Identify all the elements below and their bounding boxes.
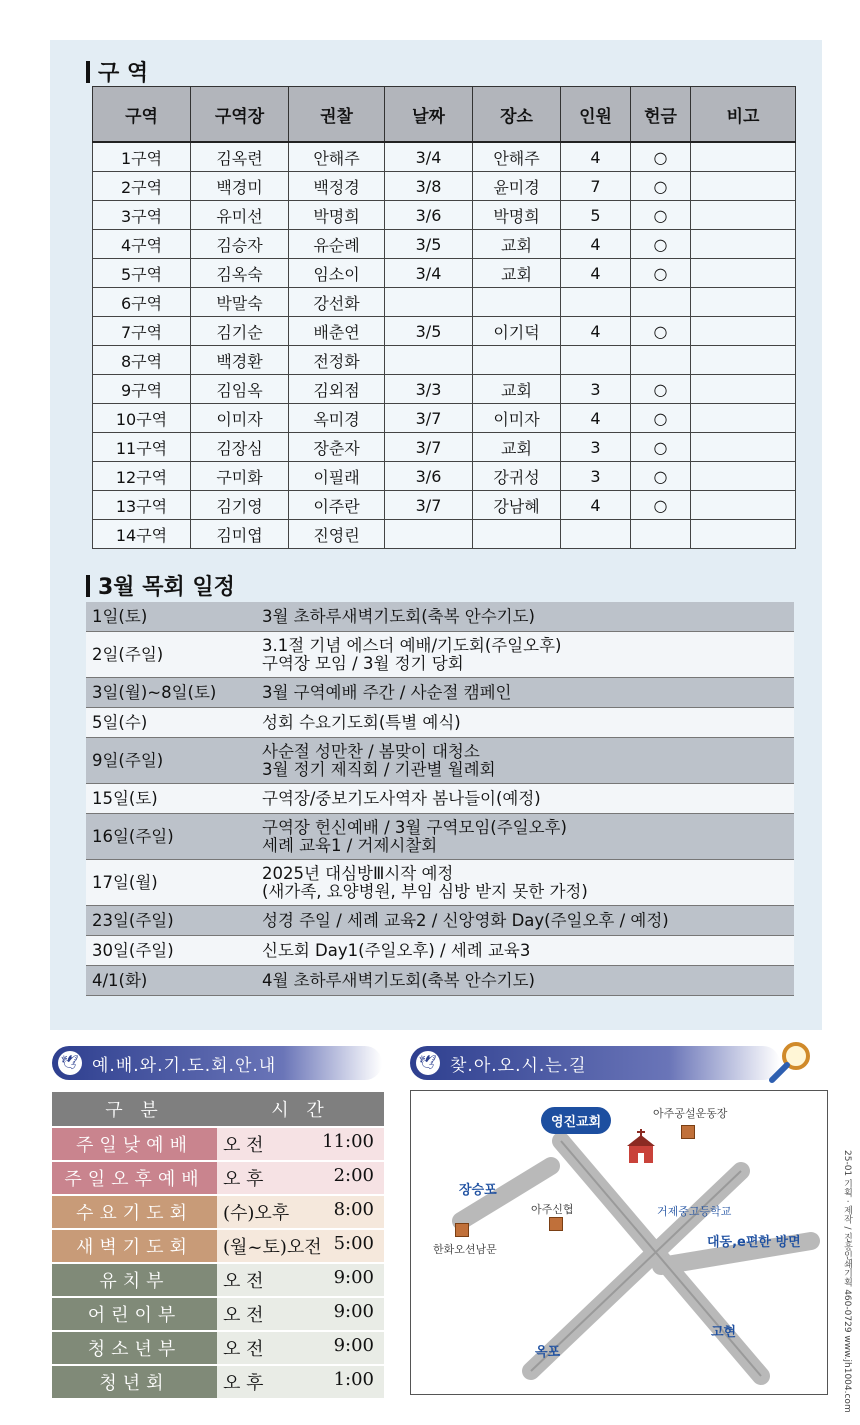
okpo-label: 옥포: [535, 1345, 561, 1360]
district-cell: ○: [631, 491, 691, 520]
aju-shinhyup-label: 아주신협: [531, 1203, 574, 1216]
schedule-events: [262, 912, 794, 930]
district-cell: [385, 520, 473, 549]
gohyun-label: 고현: [711, 1325, 737, 1340]
schedule-events: [262, 714, 794, 732]
worship-header-cell: 시 간: [217, 1092, 384, 1126]
district-cell: 4: [561, 491, 631, 520]
district-cell: 강선화: [289, 288, 385, 317]
worship-row: [52, 1264, 384, 1296]
church-icon: [623, 1129, 659, 1167]
district-cell: 김승자: [191, 230, 289, 259]
district-cell: 4구역: [93, 230, 191, 259]
map-banner-text: 찾.아.오.시.는.길: [450, 1055, 587, 1076]
schedule-item: [86, 708, 794, 738]
worship-time-value: 1:00: [333, 1369, 374, 1390]
district-cell: ○: [631, 317, 691, 346]
schedule-date: 15일(토): [92, 788, 158, 808]
district-cell: 배춘연: [289, 317, 385, 346]
worship-name: 청소년부: [52, 1332, 217, 1364]
district-cell: 이필래: [289, 462, 385, 491]
worship-time-period: 오 후: [223, 1373, 264, 1394]
schedule-title-text: 3월 목회 일정: [98, 575, 235, 600]
dove-icon: 🕊: [416, 1051, 440, 1075]
district-cell: 김옥숙: [191, 259, 289, 288]
schedule-event-line: 4월 초하루새벽기도회(축복 안수기도): [262, 970, 535, 990]
district-cell: 11구역: [93, 433, 191, 462]
worship-table: [52, 1090, 384, 1400]
district-cell: 3/6: [385, 201, 473, 230]
district-cell: 백경미: [191, 172, 289, 201]
worship-row: [52, 1196, 384, 1228]
district-cell: [561, 346, 631, 375]
district-cell: 3/3: [385, 375, 473, 404]
district-cell: 3: [561, 375, 631, 404]
district-cell: 장춘자: [289, 433, 385, 462]
district-title-text: 구 역: [98, 61, 149, 86]
worship-header-row: [52, 1092, 384, 1126]
worship-time-value: 2:00: [333, 1165, 374, 1186]
worship-time-cell: [217, 1230, 384, 1262]
schedule-events: [262, 942, 794, 960]
worship-banner-text: 예.배.와.기.도.회.안.내: [92, 1055, 277, 1076]
worship-time-cell: [217, 1162, 384, 1194]
district-cell: 7: [561, 172, 631, 201]
worship-name: 주일낮예배: [52, 1128, 217, 1160]
district-row: [93, 201, 796, 230]
worship-row: [52, 1128, 384, 1160]
worship-name: 유치부: [52, 1264, 217, 1296]
district-cell: 안해주: [473, 142, 561, 172]
worship-time-value: 9:00: [333, 1267, 374, 1288]
aju-shinhyup-building-icon: [549, 1217, 563, 1231]
stadium-label: 아주공설운동장: [653, 1107, 728, 1120]
worship-name: 주일오후예배: [52, 1162, 217, 1194]
district-cell: [691, 142, 796, 172]
district-row: [93, 346, 796, 375]
district-cell: [473, 288, 561, 317]
district-cell: [691, 375, 796, 404]
district-cell: ○: [631, 230, 691, 259]
district-cell: 3/4: [385, 142, 473, 172]
district-cell: ○: [631, 375, 691, 404]
district-cell: 4: [561, 259, 631, 288]
district-cell: [561, 520, 631, 549]
district-cell: [691, 288, 796, 317]
worship-header-cell: 구 분: [52, 1092, 217, 1126]
district-cell: 김기순: [191, 317, 289, 346]
worship-time-period: 오 전: [223, 1305, 264, 1326]
schedule-date: 30일(주일): [92, 940, 174, 960]
worship-time-cell: [217, 1264, 384, 1296]
worship-time-value: 9:00: [333, 1335, 374, 1356]
schedule-item: [86, 678, 794, 708]
district-cell: 1구역: [93, 142, 191, 172]
district-cell: 3/4: [385, 259, 473, 288]
jangseungpo-label: 장승포: [459, 1183, 497, 1198]
district-cell: 12구역: [93, 462, 191, 491]
district-header-cell: 장소: [473, 87, 561, 143]
district-cell: 강남혜: [473, 491, 561, 520]
district-cell: 7구역: [93, 317, 191, 346]
district-cell: 백정경: [289, 172, 385, 201]
district-cell: 김임옥: [191, 375, 289, 404]
worship-row: [52, 1298, 384, 1330]
district-cell: 안해주: [289, 142, 385, 172]
hanwha-building-icon: [455, 1223, 469, 1237]
district-cell: 박말숙: [191, 288, 289, 317]
worship-time-period: 오 전: [223, 1135, 264, 1156]
district-cell: ○: [631, 142, 691, 172]
district-cell: 교회: [473, 433, 561, 462]
district-cell: [691, 433, 796, 462]
district-row: [93, 433, 796, 462]
worship-name: 수요기도회: [52, 1196, 217, 1228]
schedule-events: [262, 684, 794, 702]
district-cell: 강귀성: [473, 462, 561, 491]
worship-row: [52, 1366, 384, 1398]
district-cell: 4: [561, 317, 631, 346]
district-cell: 임소이: [289, 259, 385, 288]
worship-time-cell: [217, 1196, 384, 1228]
worship-name: 청년회: [52, 1366, 217, 1398]
worship-banner: [52, 1046, 382, 1080]
worship-row: [52, 1332, 384, 1364]
schedule-event-line: 3월 구역예배 주간 / 사순절 캠페인: [262, 682, 512, 702]
schedule-date: 5일(수): [92, 712, 148, 732]
worship-time-cell: [217, 1366, 384, 1398]
schedule-item: [86, 814, 794, 860]
district-cell: 2구역: [93, 172, 191, 201]
district-table: [92, 86, 796, 549]
district-cell: [691, 230, 796, 259]
schedule-event-line: 3월 정기 제직회 / 기관별 월례회: [262, 759, 496, 779]
district-cell: 3: [561, 433, 631, 462]
dove-icon: 🕊: [58, 1051, 82, 1075]
district-row: [93, 230, 796, 259]
schedule-event-line: (새가족, 요양병원, 부임 심방 받지 못한 가정): [262, 881, 588, 901]
schedule-events: [262, 819, 794, 855]
district-cell: [473, 346, 561, 375]
district-row: [93, 172, 796, 201]
worship-name: 어린이부: [52, 1298, 217, 1330]
schedule-events: [262, 972, 794, 990]
district-cell: [691, 491, 796, 520]
district-cell: 박명희: [289, 201, 385, 230]
district-cell: 3구역: [93, 201, 191, 230]
schedule-event-line: 구역장/중보기도사역자 봄나들이(예정): [262, 788, 541, 808]
schedule-section-title: [86, 570, 235, 601]
district-row: [93, 259, 796, 288]
district-header-cell: 구역장: [191, 87, 289, 143]
magnifier-icon: [768, 1040, 814, 1084]
district-cell: 이기덕: [473, 317, 561, 346]
district-cell: 옥미경: [289, 404, 385, 433]
district-cell: ○: [631, 462, 691, 491]
district-cell: 3/7: [385, 433, 473, 462]
district-cell: 4: [561, 230, 631, 259]
district-row: [93, 317, 796, 346]
schedule-date: 9일(주일): [92, 750, 164, 770]
district-cell: 3/8: [385, 172, 473, 201]
district-cell: ○: [631, 201, 691, 230]
district-cell: [473, 520, 561, 549]
worship-time-cell: [217, 1128, 384, 1160]
schedule-date: 16일(주일): [92, 826, 174, 846]
schedule-event-line: 성경 주일 / 세례 교육2 / 신앙영화 Day(주일오후 / 예정): [262, 910, 669, 930]
district-cell: 3/7: [385, 491, 473, 520]
schedule-event-line: 구역장 헌신예배 / 3월 구역모임(주일오후): [262, 817, 567, 837]
district-cell: 김기영: [191, 491, 289, 520]
district-cell: [691, 404, 796, 433]
schedule-event-line: 사순절 성만찬 / 봄맞이 대청소: [262, 741, 480, 761]
district-cell: 교회: [473, 259, 561, 288]
schedule-events: [262, 637, 794, 673]
district-cell: 14구역: [93, 520, 191, 549]
church-label: 영진교회: [541, 1107, 611, 1134]
worship-time-period: 오 전: [223, 1339, 264, 1360]
district-row: [93, 142, 796, 172]
district-row: [93, 491, 796, 520]
schedule-event-line: 구역장 모임 / 3월 정기 당회: [262, 653, 464, 673]
schedule-item: [86, 738, 794, 784]
worship-row: [52, 1230, 384, 1262]
worship-time-value: 11:00: [322, 1131, 374, 1152]
stadium-building-icon: [681, 1125, 695, 1139]
district-cell: [561, 288, 631, 317]
district-cell: 3: [561, 462, 631, 491]
district-row: [93, 375, 796, 404]
district-cell: 유순례: [289, 230, 385, 259]
schedule-date: 2일(주일): [92, 644, 164, 664]
district-cell: 5구역: [93, 259, 191, 288]
district-cell: [631, 288, 691, 317]
district-cell: ○: [631, 259, 691, 288]
worship-time-value: 9:00: [333, 1301, 374, 1322]
district-cell: 3/7: [385, 404, 473, 433]
schedule-events: [262, 608, 794, 626]
district-cell: [691, 462, 796, 491]
schedule-date: 1일(토): [92, 606, 148, 626]
district-cell: 전정화: [289, 346, 385, 375]
district-cell: ○: [631, 172, 691, 201]
district-cell: 3/6: [385, 462, 473, 491]
district-cell: 김장심: [191, 433, 289, 462]
district-cell: 5: [561, 201, 631, 230]
schedule-event-line: 3.1절 기념 에스더 예배/기도회(주일오후): [262, 635, 562, 655]
district-header-cell: 헌금: [631, 87, 691, 143]
district-cell: 6구역: [93, 288, 191, 317]
directions-map: [410, 1090, 828, 1395]
district-header-cell: 날짜: [385, 87, 473, 143]
schedule-date: 17일(월): [92, 872, 158, 892]
schedule-event-line: 세례 교육1 / 거제시찰회: [262, 835, 438, 855]
district-cell: 교회: [473, 375, 561, 404]
schedule-item: [86, 784, 794, 814]
district-cell: 13구역: [93, 491, 191, 520]
schedule-event-line: 신도회 Day1(주일오후) / 세례 교육3: [262, 940, 531, 960]
schedule-event-line: 성회 수요기도회(특별 예식): [262, 712, 461, 732]
district-cell: 교회: [473, 230, 561, 259]
district-cell: 김미엽: [191, 520, 289, 549]
district-cell: [691, 259, 796, 288]
schedule-date: 3일(월)~8일(토): [92, 682, 217, 702]
district-cell: 김옥련: [191, 142, 289, 172]
district-cell: [691, 172, 796, 201]
district-cell: ○: [631, 404, 691, 433]
district-row: [93, 520, 796, 549]
district-cell: 진영린: [289, 520, 385, 549]
map-banner: [410, 1046, 780, 1080]
schedule-item: [86, 860, 794, 906]
district-cell: 10구역: [93, 404, 191, 433]
district-cell: [631, 520, 691, 549]
district-cell: 윤미경: [473, 172, 561, 201]
district-cell: 구미화: [191, 462, 289, 491]
worship-time-value: 8:00: [333, 1199, 374, 1220]
worship-time-period: (월~토)오전: [223, 1237, 322, 1258]
district-section-title: [86, 56, 148, 87]
district-row: [93, 404, 796, 433]
schedule-item: [86, 936, 794, 966]
district-header-row: [93, 87, 796, 143]
hanwha-label: 한화오션남문: [433, 1243, 497, 1256]
district-cell: [631, 346, 691, 375]
worship-time-period: (수)오후: [223, 1203, 290, 1224]
district-cell: 이주란: [289, 491, 385, 520]
district-cell: ○: [631, 433, 691, 462]
worship-row: [52, 1162, 384, 1194]
school-label: 거제중고등학교: [657, 1205, 732, 1218]
schedule-list: [86, 602, 794, 996]
district-cell: 박명희: [473, 201, 561, 230]
district-cell: 김외점: [289, 375, 385, 404]
worship-time-period: 오 후: [223, 1169, 264, 1190]
district-cell: 4: [561, 404, 631, 433]
schedule-date: 4/1(화): [92, 970, 148, 990]
district-cell: 유미선: [191, 201, 289, 230]
worship-time-period: 오 전: [223, 1271, 264, 1292]
schedule-events: [262, 865, 794, 901]
district-row: [93, 462, 796, 491]
district-row: [93, 288, 796, 317]
district-cell: [691, 346, 796, 375]
schedule-events: [262, 790, 794, 808]
schedule-item: [86, 906, 794, 936]
worship-time-cell: [217, 1298, 384, 1330]
district-cell: [691, 317, 796, 346]
district-cell: 3/5: [385, 230, 473, 259]
schedule-event-line: 2025년 대심방Ⅲ시작 예정: [262, 863, 454, 883]
district-header-cell: 권찰: [289, 87, 385, 143]
schedule-item: [86, 966, 794, 996]
district-cell: 백경환: [191, 346, 289, 375]
worship-time-value: 5:00: [333, 1233, 374, 1254]
schedule-event-line: 3월 초하루새벽기도회(축복 안수기도): [262, 606, 535, 626]
schedule-item: [86, 602, 794, 632]
worship-time-cell: [217, 1332, 384, 1364]
district-header-cell: 비고: [691, 87, 796, 143]
district-cell: [385, 346, 473, 375]
district-cell: [691, 201, 796, 230]
schedule-events: [262, 743, 794, 779]
daedong-label: 대동,e편한 방면: [707, 1235, 801, 1250]
district-cell: 4: [561, 142, 631, 172]
district-cell: [385, 288, 473, 317]
district-cell: 이미자: [191, 404, 289, 433]
district-cell: 이미자: [473, 404, 561, 433]
district-cell: [691, 520, 796, 549]
district-header-cell: 구역: [93, 87, 191, 143]
district-cell: 9구역: [93, 375, 191, 404]
schedule-date: 23일(주일): [92, 910, 174, 930]
district-cell: 8구역: [93, 346, 191, 375]
district-cell: 3/5: [385, 317, 473, 346]
schedule-item: [86, 632, 794, 678]
worship-name: 새벽기도회: [52, 1230, 217, 1262]
district-header-cell: 인원: [561, 87, 631, 143]
print-credit: 25-01 기획 · 제작 / 진흥인쇄기획 460-0729 www.jh1004.com: [842, 1150, 852, 1413]
